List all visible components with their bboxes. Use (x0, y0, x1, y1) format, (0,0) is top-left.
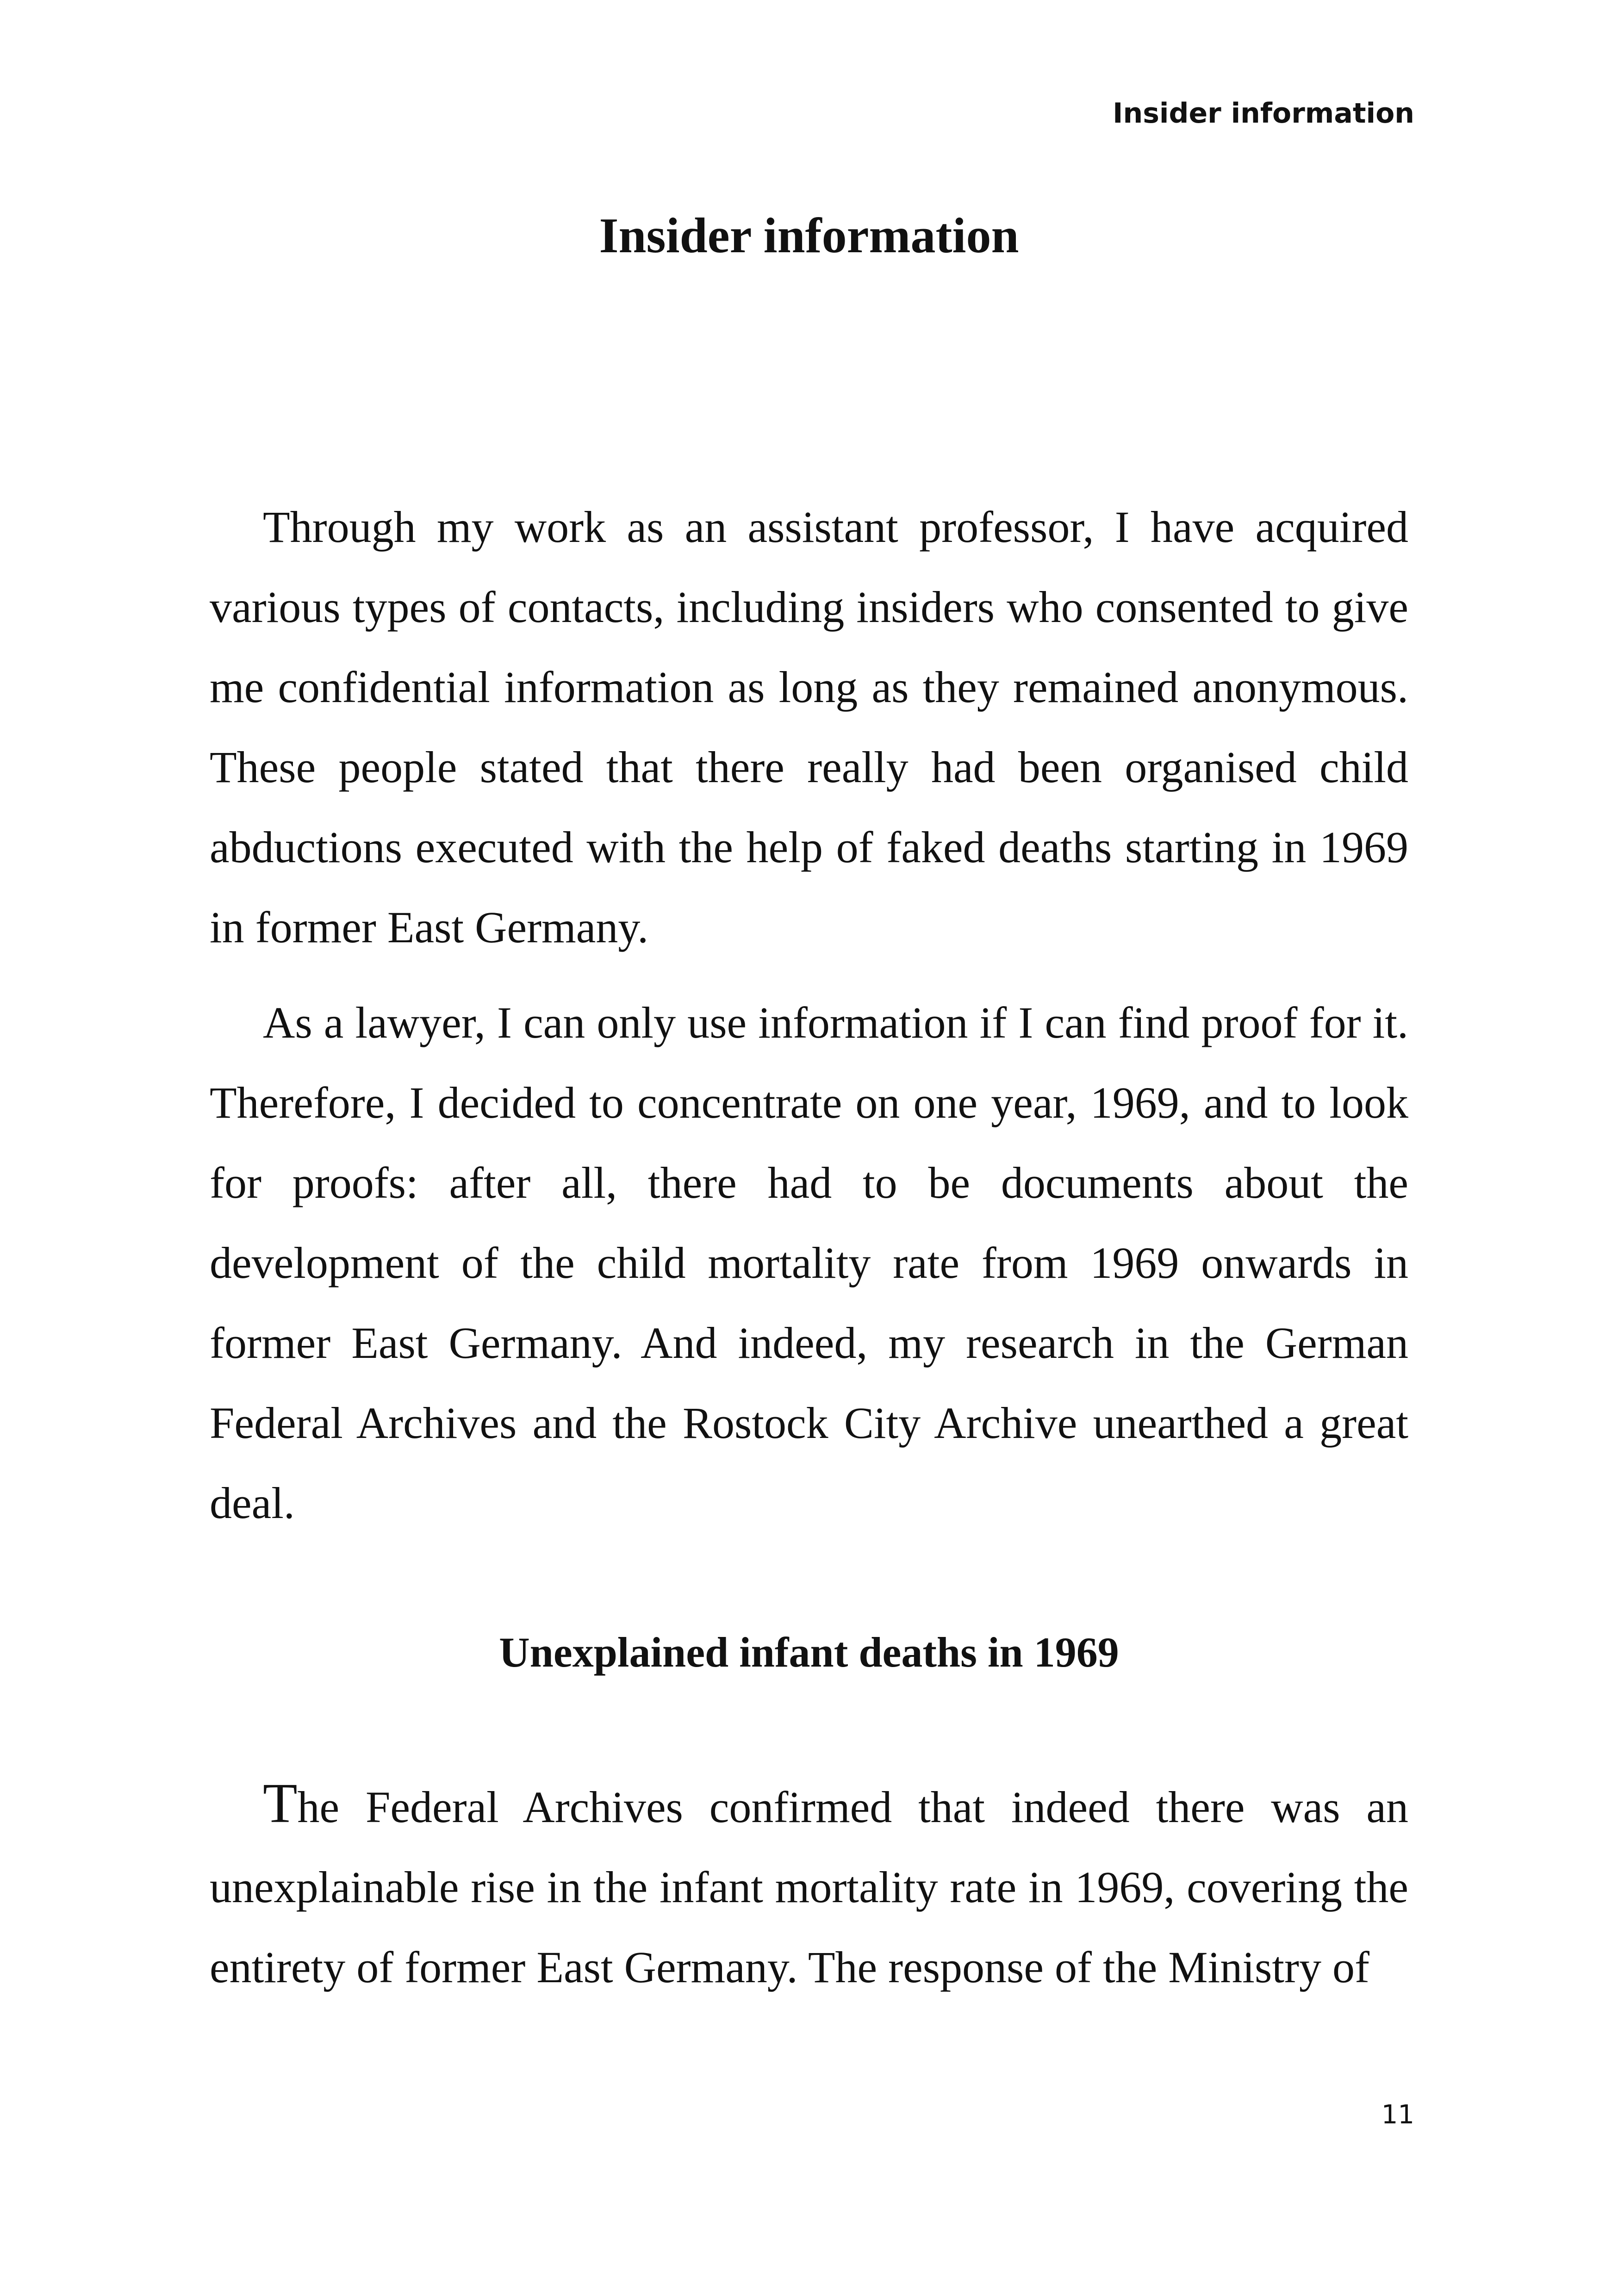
running-header: Insider information (1113, 97, 1414, 130)
paragraph-proof: As a lawyer, I can only use information if I can find proof for it. Therefore, I decided to concentrate on one year, 1969, and to look for proofs: after all, there had to be documents about the development of the child mortality rate from 1969 onwards in former East Germany. And indeed, my research in the German Federal Archives and the Rostock City Archive unearthed a great deal. (210, 998, 1408, 1528)
paragraph-contacts: Through my work as an assistant professor, I have acquired various types of contacts, including insiders who consented to give me confidential information as long as they remained anonymous. These people stated that there really had been organised child abductions executed with the help of faked deaths starting in 1969 in former East Germany. (210, 502, 1408, 952)
section-insider-body (210, 487, 1408, 1543)
paragraph-text: he Federal Archives confirmed that indeed there was an unexplainable rise in the infant mortality rate in 1969, covering the entirety of former East Germany. The response of the Ministry of (210, 1782, 1408, 1992)
paragraph-federal-archives (210, 1763, 1408, 2007)
section-infant-deaths-body (210, 1763, 1408, 2007)
initial-letter: T (263, 1772, 298, 1835)
page-number: 11 (1381, 2100, 1414, 2130)
section-heading: Unexplained infant deaths in 1969 (499, 1629, 1119, 1676)
chapter-title: Insider information (599, 208, 1019, 263)
